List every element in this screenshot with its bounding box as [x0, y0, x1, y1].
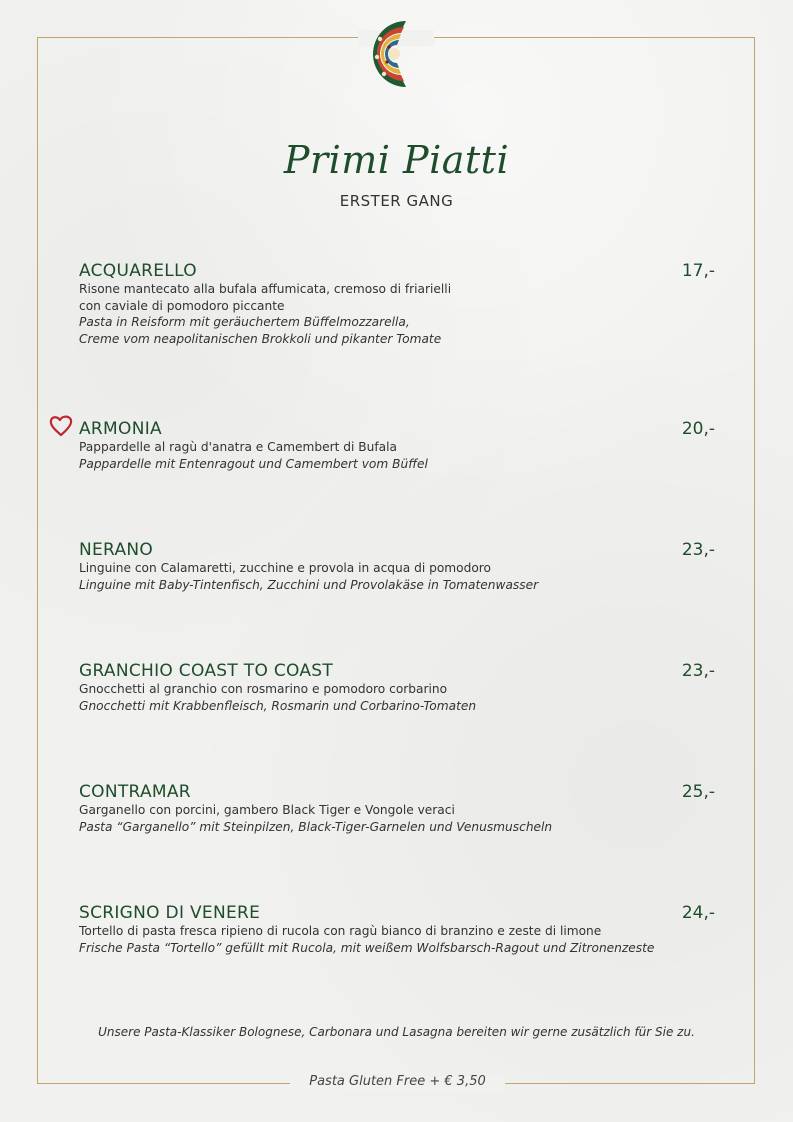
dish-price: 20,-	[681, 419, 715, 439]
gluten-free-note: Pasta Gluten Free + € 3,50	[309, 1074, 486, 1089]
menu-item	[79, 419, 719, 472]
menu-item	[79, 782, 719, 835]
dish-name: ARMONIA	[79, 419, 162, 439]
dish-name: CONTRAMAR	[79, 782, 191, 802]
dish-description-de: Pappardelle mit Entenragout und Camembert vom Büffel	[79, 456, 428, 471]
dish-name: ACQUARELLO	[79, 261, 197, 281]
heart-icon	[48, 414, 74, 438]
dish-description-it: Linguine con Calamaretti, zucchine e provola in acqua di pomodoro	[79, 561, 492, 575]
dish-description-de: Pasta in Reisform mit geräuchertem Büffelmozzarella,	[79, 315, 410, 329]
dish-name: SCRIGNO DI VENERE	[79, 903, 261, 923]
dish-description-it: Gnocchetti al granchio con rosmarino e pomodoro corbarino	[79, 682, 448, 696]
pasta-classics-note: Unsere Pasta-Klassiker Bolognese, Carbonara und Lasagna bereiten wir gerne zusätzlich für Sie zu.	[98, 1025, 695, 1039]
page-title: Primi Piatti	[283, 138, 510, 182]
restaurant-logo	[366, 17, 426, 91]
dish-price: 23,-	[681, 540, 715, 560]
dish-price: 24,-	[681, 903, 715, 923]
dish-description-de: Frische Pasta “Tortello” gefüllt mit Rucola, mit weißem Wolfsbarsch-Ragout und Zitronenzeste	[79, 940, 655, 955]
menu-item	[79, 261, 719, 347]
dish-price: 25,-	[681, 782, 715, 802]
dish-price: 17,-	[681, 261, 715, 281]
menu-item	[79, 903, 719, 956]
dish-description-it: Garganello con porcini, gambero Black Tiger e Vongole veraci	[79, 803, 455, 817]
dish-description-it: con caviale di pomodoro piccante	[79, 298, 285, 313]
menu-item	[79, 661, 719, 714]
dish-description-de: Linguine mit Baby-Tintenfisch, Zucchini und Provolakäse in Tomatenwasser	[79, 577, 539, 592]
dish-description-it: Tortello di pasta fresca ripieno di rucola con ragù bianco di branzino e zeste di limone	[79, 924, 602, 938]
menu-item	[79, 540, 719, 593]
dish-description-it: Pappardelle al ragù d'anatra e Camembert di Bufala	[79, 440, 397, 454]
dish-name: GRANCHIO COAST TO COAST	[79, 661, 334, 681]
dish-name: NERANO	[79, 540, 154, 560]
dish-description-it: Risone mantecato alla bufala affumicata, cremoso di friarielli	[79, 282, 452, 296]
page-subtitle: ERSTER GANG	[339, 192, 454, 210]
dish-description-de: Creme vom neapolitanischen Brokkoli und pikanter Tomate	[79, 331, 442, 346]
dish-description-de: Pasta “Garganello” mit Steinpilzen, Black-Tiger-Garnelen und Venusmuscheln	[79, 819, 553, 834]
dish-description-de: Gnocchetti mit Krabbenfleisch, Rosmarin und Corbarino-Tomaten	[79, 698, 477, 713]
dish-price: 23,-	[681, 661, 715, 681]
